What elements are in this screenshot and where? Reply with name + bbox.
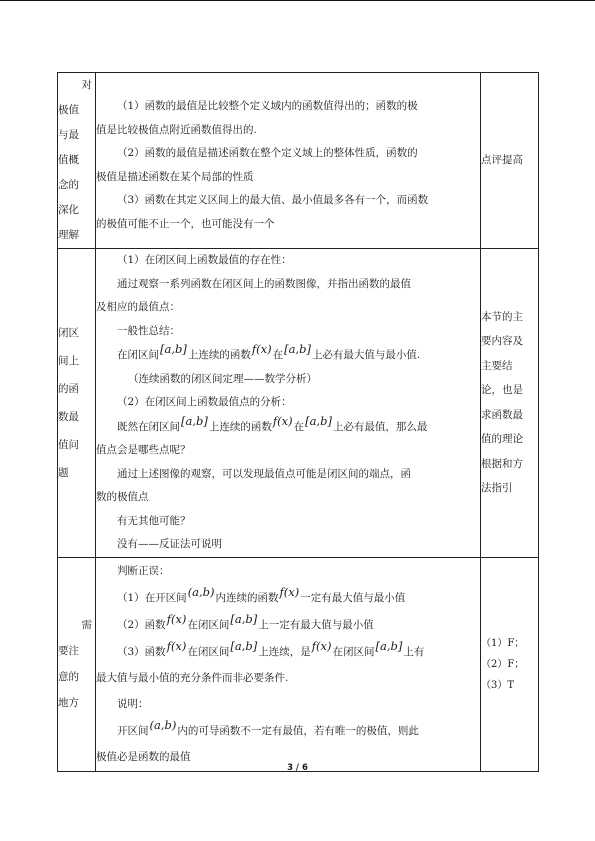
text-line: 既然在闭区间[a,b]上连续的函数f(x)在[a,b]上必有最值，那么最 [117, 413, 428, 433]
text-line: 在闭区间[a,b]上连续的函数f(x)在[a,b]上必有最大值与最小值. [117, 342, 421, 361]
math-function: f(x) [279, 585, 300, 599]
math-interval: [a,b] [181, 413, 208, 428]
text-line: 数的极值点 [96, 491, 149, 503]
text-line: （2）函数f(x)在闭区间[a,b]上一定有最大值与最小值 [117, 612, 374, 631]
math-interval: [a,b] [230, 612, 258, 626]
text-line: （2）函数的最值是描述函数在整个定义域上的整体性质，函数的 [117, 147, 418, 159]
text-line: （1）在闭区间上函数最值的存在性： [117, 254, 292, 266]
text-line: 说明： [117, 698, 149, 710]
math-function: f(x) [166, 639, 187, 653]
text-line: 及相应的最值点： [96, 301, 180, 313]
text-line: （1）函数的最值是比较整个定义域内的函数值得出的；函数的极 [117, 100, 418, 112]
row-label-caution: 需 要注 意的 地方 [58, 557, 96, 771]
math-interval: [a,b] [305, 413, 332, 428]
text-line: 一般性总结： [117, 324, 180, 337]
row-note-closed-interval: 本节的主 要内容及 主要结 论，也是 求函数最 值的理论 根据和方 法指引 [481, 249, 539, 558]
text-line: （3）函数在其定义区间上的最大值、最小值最多各有一个，而函数 [117, 194, 429, 206]
math-interval: [a,b] [160, 342, 187, 356]
text-line: （连续函数的闭区间定理——数学分析） [128, 372, 317, 385]
math-interval: (a,b) [187, 585, 215, 599]
math-function: f(x) [272, 413, 293, 428]
page-number: 3 / 6 [287, 763, 308, 773]
top-border-line [0, 0, 595, 1]
row-content-caution [96, 557, 481, 771]
text-line: 通过观察一系列函数在闭区间上的函数图像，并指出函数的最值 [117, 277, 411, 290]
text-line: 的极值可能不止一个，也可能没有一个 [96, 217, 275, 230]
math-interval: [a,b] [230, 639, 258, 653]
text-line: 最大值与最小值的充分条件而非必要条件. [96, 672, 289, 684]
table-row-caution [58, 557, 539, 771]
text-line: 值是比较极值点附近函数值得出的. [96, 123, 257, 136]
text-line: （2）在闭区间上函数最值点的分析： [117, 396, 292, 408]
table-row-concept [58, 73, 539, 249]
math-function: f(x) [166, 612, 187, 626]
row-label-closed-interval: 闭区 间上 的函 数最 值问 题 [58, 249, 96, 558]
text-line: 有无其他可能？ [117, 514, 191, 527]
math-function: f(x) [251, 342, 272, 356]
row-answers-caution: （1）F； （2）F； （3）T [481, 557, 539, 771]
text-line: 没有——反证法可说明 [117, 538, 222, 550]
text-line: 极值必是函数的最值 [96, 751, 191, 763]
row-label-concept: 对 极值 与最 值概 念的 深化 理解 [58, 73, 96, 249]
text-line: 判断正误： [117, 565, 170, 577]
row-content-closed-interval [96, 249, 481, 558]
lesson-table [57, 72, 539, 772]
math-interval: [a,b] [284, 342, 311, 356]
math-interval: [a,b] [375, 639, 403, 653]
text-line: 值点会是哪些点呢？ [96, 444, 191, 456]
table-row-closed-interval [58, 249, 539, 558]
math-interval: (a,b) [149, 718, 177, 732]
text-line: （3）函数f(x)在闭区间[a,b]上连续，是f(x)在闭区间[a,b]上有 [117, 639, 425, 658]
text-line: （1）在开区间(a,b)内连续的函数f(x)一定有最大值与最小值 [117, 585, 406, 604]
row-note-concept: 点评提高 [481, 73, 539, 249]
text-line: 极值是描述函数在某个局部的性质 [96, 170, 254, 183]
row-content-concept [96, 73, 481, 249]
text-line: 通过上述图像的观察，可以发现最值点可能是闭区间的端点，函 [117, 467, 411, 480]
math-function: f(x) [311, 639, 332, 653]
text-line: 开区间(a,b)内的可导函数不一定有最值，若有唯一的极值，则此 [117, 718, 419, 737]
